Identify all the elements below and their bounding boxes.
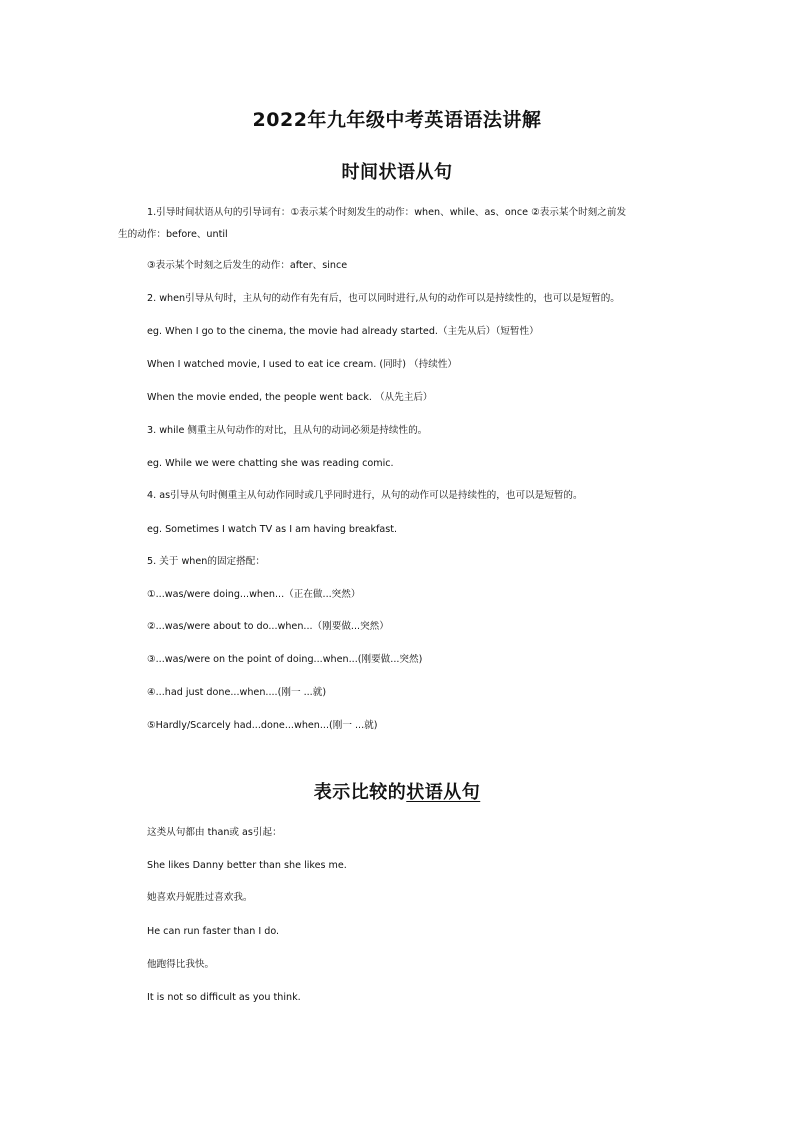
- example-line: She likes Danny better than she likes me.: [147, 860, 347, 871]
- paragraph-line: 1.引导时间状语从句的引导词有：①表示某个时刻发生的动作：when、while、as、once ②表示某个时刻之前发: [147, 207, 627, 218]
- section-title-comparison-clauses: [0, 778, 794, 804]
- example-line: eg. Sometimes I watch TV as I am having breakfast.: [147, 524, 398, 535]
- paragraph-line: 3. while 侧重主从句动作的对比，且从句的动词必须是持续性的。: [147, 425, 428, 436]
- paragraph-line: ③表示某个时刻之后发生的动作：after、since: [147, 260, 348, 271]
- document-title: 2022年九年级中考英语语法讲解: [252, 109, 542, 131]
- example-line: It is not so difficult as you think.: [147, 992, 301, 1003]
- list-item: ⑤Hardly/Scarcely had...done...when...(刚一 ...就): [147, 720, 378, 731]
- example-line: eg. When I go to the cinema, the movie had already started.（主先从后）（短暂性）: [147, 326, 539, 337]
- example-line: eg. While we were chatting she was reading comic.: [147, 458, 394, 469]
- paragraph-line: 这类从句都由 than或 as引起：: [147, 827, 282, 838]
- list-item: ③...was/were on the point of doing...when...(刚要做...突然): [147, 654, 423, 665]
- list-item: ④...had just done...when....(刚一 ...就): [147, 687, 327, 698]
- section-title-underlined: 状语从句: [406, 782, 481, 803]
- section-title-prefix: 表示比较的: [313, 782, 407, 803]
- translation-line: 他跑得比我快。: [147, 959, 215, 970]
- paragraph-line: 5. 关于 when的固定搭配：: [147, 556, 265, 567]
- section-title-time-clauses: 时间状语从句: [341, 162, 453, 183]
- example-line: He can run faster than I do.: [147, 926, 280, 937]
- paragraph-line: 2. when引导从句时，主从句的动作有先有后，也可以同时进行,从句的动作可以是持续性的，也可以是短暂的。: [147, 293, 620, 304]
- paragraph-line: 生的动作：before、until: [118, 229, 228, 240]
- list-item: ①...was/were doing...when...（正在做...突然）: [147, 589, 361, 600]
- list-item: ②...was/were about to do...when...（刚要做...突然）: [147, 621, 389, 632]
- example-line: When the movie ended, the people went back. （从先主后）: [147, 392, 433, 403]
- example-line: When I watched movie, I used to eat ice cream. (同时) （持续性）: [147, 359, 458, 370]
- translation-line: 她喜欢丹妮胜过喜欢我。: [147, 892, 253, 903]
- paragraph-line: 4. as引导从句时侧重主从句动作同时或几乎同时进行，从句的动作可以是持续性的，也可以是短暂的。: [147, 490, 583, 501]
